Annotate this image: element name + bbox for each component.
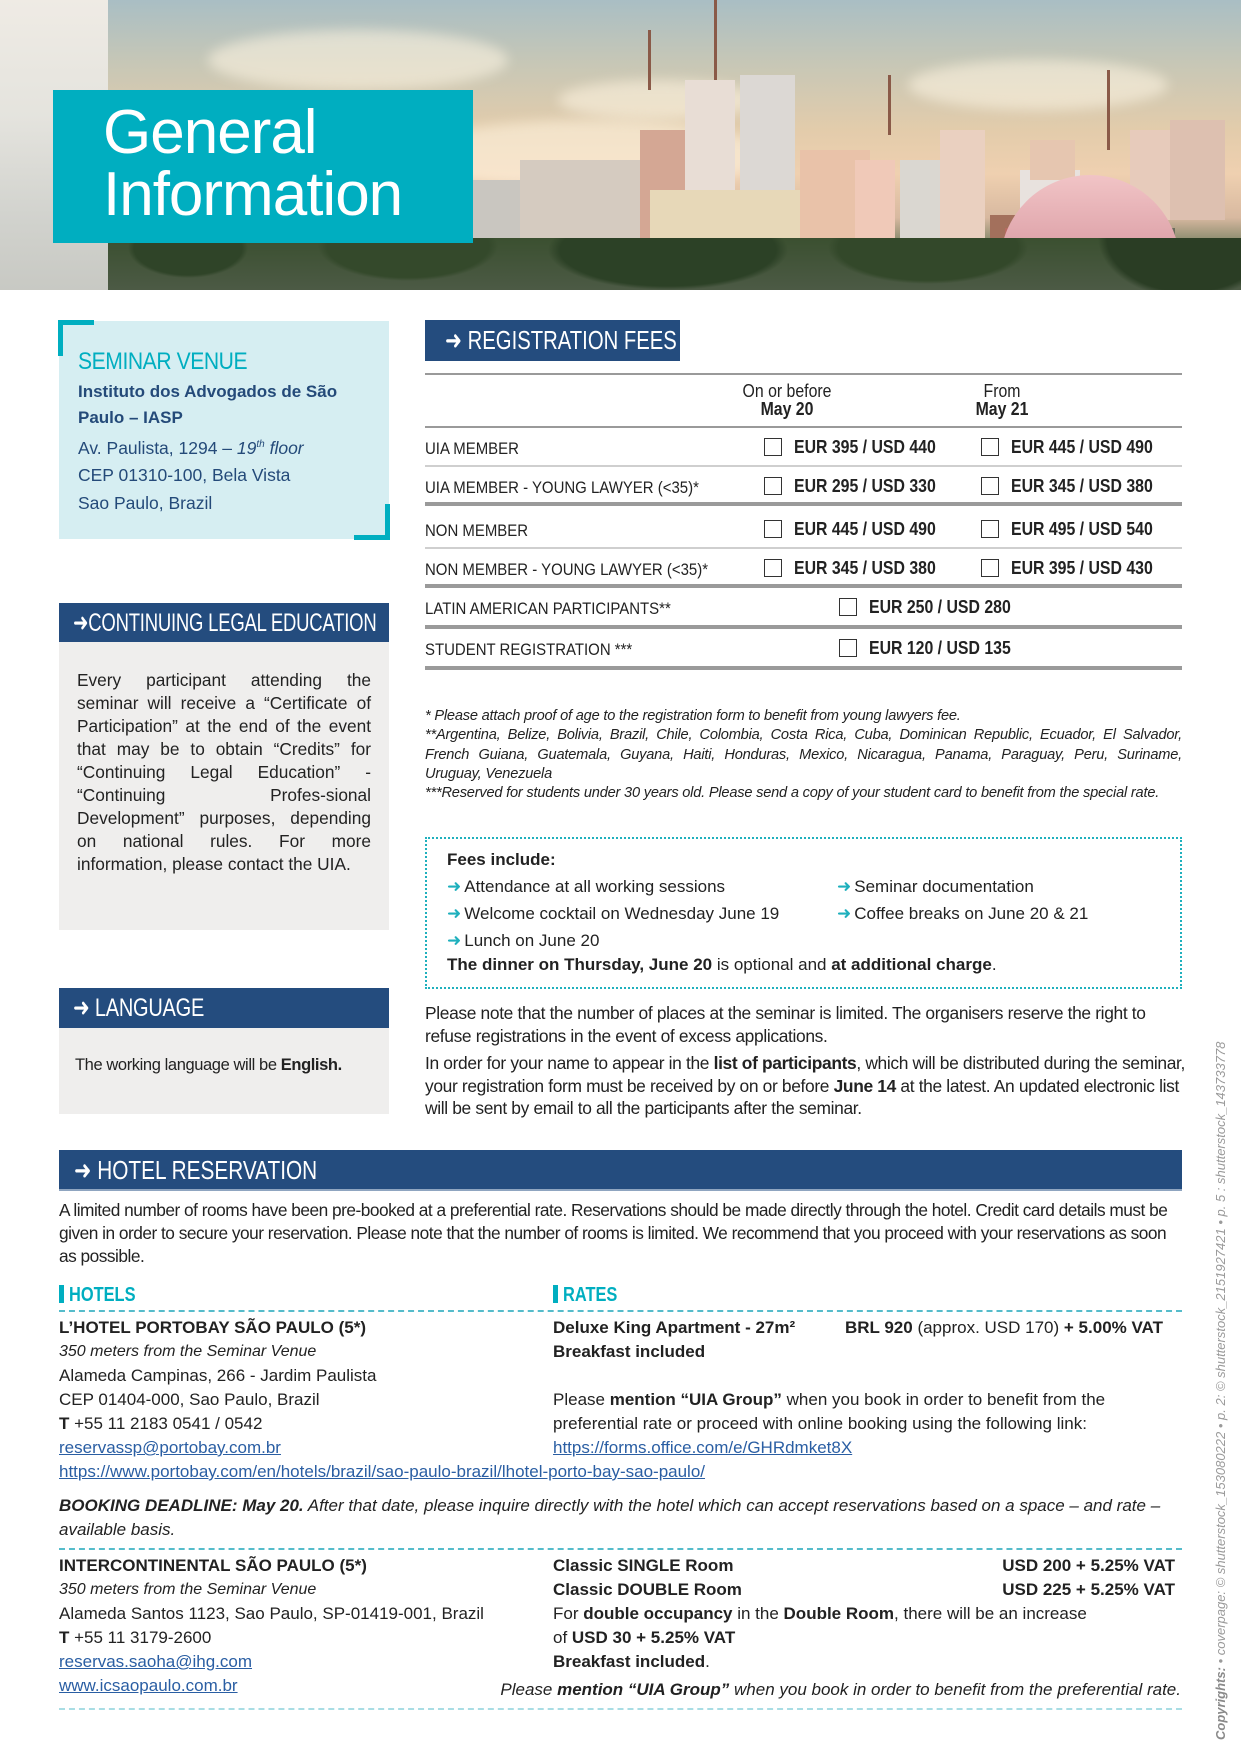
note-bold: double occupancy <box>583 1604 733 1623</box>
fees-include-item <box>447 875 837 899</box>
copyright-notice <box>1213 1042 1228 1740</box>
item-text: Lunch on June 20 <box>464 931 600 950</box>
breakfast-end: . <box>705 1652 710 1671</box>
column-header-early <box>717 382 858 418</box>
hotel-website-link[interactable]: www.icsaopaulo.com.br <box>59 1676 238 1695</box>
note-date: June 14 <box>833 1075 896 1096</box>
mention-text: when you book in order to benefit from the preferential rate. <box>729 1680 1181 1699</box>
column-header-late <box>932 382 1073 418</box>
double-occupancy-note <box>553 1602 1175 1626</box>
hero-banner <box>0 0 1241 290</box>
address-floor-suffix: floor <box>264 437 304 458</box>
divider <box>59 1310 1182 1312</box>
note-text: , which will be distributed during the seminar, your registration form must be received by on or before <box>425 1053 1186 1096</box>
price-vat: + 5.00% VAT <box>1063 1318 1163 1337</box>
fees-include-box <box>425 837 1182 989</box>
footnote: * Please attach proof of age to the registration form to benefit from young lawyers fee. <box>425 708 961 724</box>
address-floor-sup: th <box>256 439 265 450</box>
hotel-2-info <box>59 1554 484 1698</box>
trees <box>108 238 1241 290</box>
hotel-address: Alameda Campinas, 266 - Jardim Paulista <box>59 1366 377 1385</box>
room-price <box>845 1316 1163 1340</box>
column-header-late-date: May 21 <box>975 399 1029 419</box>
bar-icon <box>59 1285 64 1303</box>
table-row <box>425 588 1182 629</box>
row-label: UIA MEMBER <box>425 439 519 458</box>
mention-note <box>553 1388 1175 1436</box>
row-label: NON MEMBER - YOUNG LAWYER (<35)* <box>425 560 709 579</box>
mention-text: when you book in order to benefit from the preferential rate or proceed with online booking using the following link: <box>553 1390 1106 1433</box>
registration-heading: REGISTRATION FEES <box>467 325 677 355</box>
price-early: EUR 395 / USD 440 <box>794 437 936 457</box>
hotel-address: Alameda Santos 1123, Sao Paulo, SP-01419-001, Brazil <box>59 1604 484 1623</box>
rate-row <box>553 1578 1175 1602</box>
language-heading: LANGUAGE <box>94 994 205 1022</box>
breakfast-note: Breakfast included <box>553 1342 706 1361</box>
language-body <box>59 1028 389 1114</box>
price-single: EUR 250 / USD 280 <box>869 597 1011 617</box>
dinner-charge: at additional charge <box>831 955 992 974</box>
table-row <box>425 467 1182 506</box>
language-value: English. <box>280 1056 342 1074</box>
note-text: , there will be an increase <box>894 1604 1087 1623</box>
footnote: **Argentina, Belize, Bolivia, Brazil, Chile, Colombia, Costa Rica, Cuba, Dominican Republic, Ecuador, El Salvador, French Guiana, Guatemala, Guyana, Haiti, Honduras, Mexico, Nicaragua, Panama, Paraguay, Peru, Suriname, Uruguay, Venezuela <box>425 727 1182 782</box>
arrow-right-icon: ➜ <box>447 877 462 896</box>
arrow-right-icon: ➜ <box>447 931 462 950</box>
language-header <box>59 988 389 1028</box>
title-line-2: Information <box>103 160 403 229</box>
registration-fees-header <box>425 320 680 361</box>
note-bold: list of participants <box>713 1053 857 1073</box>
hotel-website-link[interactable]: https://www.portobay.com/en/hotels/brazil/sao-paulo-brazil/lhotel-porto-bay-sao-paulo/ <box>59 1462 706 1481</box>
item-text: Coffee breaks on June 20 & 21 <box>854 904 1089 923</box>
dinner-text: is optional and <box>712 955 832 974</box>
rates-label: RATES <box>563 1284 618 1306</box>
corner-bracket-bottom-right <box>354 504 390 540</box>
fee-footnotes <box>425 707 1182 803</box>
hotel-email-link[interactable]: reservassp@portobay.com.br <box>59 1438 281 1457</box>
price-late: EUR 495 / USD 540 <box>1011 519 1153 539</box>
item-text: Attendance at all working sessions <box>464 877 726 896</box>
language-text: The working language will be <box>75 1056 281 1074</box>
fees-include-heading: Fees include: <box>447 850 556 869</box>
fees-table <box>425 373 1182 670</box>
arrow-right-icon: ➜ <box>73 994 95 1022</box>
address-floor: 19 <box>236 437 257 458</box>
page-title <box>53 90 473 243</box>
note-text: at the latest. An updated electronic list will be sent by email to all the participants after the seminar. <box>425 1075 1179 1118</box>
limited-places-note: Please note that the number of places at the seminar is limited. The organisers reserve the right to refuse registrations in the event of excess applications. <box>425 1003 1146 1046</box>
phone-number: +55 11 2183 0541 / 0542 <box>69 1414 263 1433</box>
row-label: NON MEMBER <box>425 521 529 540</box>
mention-text: Please <box>553 1390 610 1409</box>
note-bold: Double Room <box>783 1604 895 1623</box>
venue-name: Instituto dos Advogados de São Paulo – IASP <box>78 382 338 427</box>
arrow-right-icon: ➜ <box>837 877 852 896</box>
fees-include-item <box>837 875 1167 899</box>
booking-deadline <box>59 1494 1182 1542</box>
checkbox[interactable] <box>764 438 782 456</box>
room-type: Deluxe King Apartment - 27m² <box>553 1318 796 1337</box>
row-label: UIA MEMBER - YOUNG LAWYER (<35)* <box>425 478 699 497</box>
dinner-note <box>447 953 1180 977</box>
mention-bold: mention “UIA Group” <box>557 1680 730 1699</box>
note-text: For <box>553 1604 584 1623</box>
address-street: Av. Paulista, 1294 – <box>78 437 237 458</box>
hotel-2-rates <box>553 1554 1175 1674</box>
row-label: STUDENT REGISTRATION *** <box>425 640 633 659</box>
price-approx: (approx. USD 170) <box>912 1318 1064 1337</box>
rates-subheading <box>553 1284 629 1306</box>
bar-icon <box>553 1285 558 1303</box>
double-occupancy-price <box>553 1626 1175 1650</box>
cle-body: Every participant attending the seminar will receive a “Certificate of Participation” at the end of the event that may be to obtain “Credits” for “Continuing Legal Education” - “Continuing Profes-sional Development” purposes, depending on national rules. For more information, please contact the UIA. <box>59 642 389 930</box>
venue-address-line-3: Sao Paulo, Brazil <box>78 492 213 513</box>
breakfast-text: Breakfast included <box>553 1652 706 1671</box>
venue-address-line-1 <box>78 431 371 462</box>
cle-heading: CONTINUING LEGAL EDUCATION <box>88 609 377 637</box>
checkbox[interactable] <box>764 520 782 538</box>
item-text: Welcome cocktail on Wednesday June 19 <box>464 904 780 923</box>
arrow-right-icon: ➜ <box>445 325 468 355</box>
hotel-1-rates <box>553 1316 1175 1460</box>
rate-row <box>553 1554 1175 1578</box>
cle-header <box>59 603 389 643</box>
price-late: EUR 445 / USD 490 <box>1011 437 1153 457</box>
note-text: of <box>553 1628 572 1647</box>
breakfast-note <box>553 1650 1175 1674</box>
arrow-right-icon: ➜ <box>837 904 852 923</box>
column-header-early-date: May 20 <box>760 399 814 419</box>
room-price: USD 225 + 5.25% VAT <box>1002 1580 1175 1599</box>
fees-include-item <box>837 902 1167 926</box>
price-early: EUR 445 / USD 490 <box>794 519 936 539</box>
column-header-early-line1: On or before <box>742 381 832 401</box>
rate-row <box>553 1316 1175 1340</box>
fees-table-header <box>425 373 1182 428</box>
footnote: ***Reserved for students under 30 years old. Please send a copy of your student card to benefit from the special rate. <box>425 785 1160 802</box>
table-row <box>425 629 1182 670</box>
price-late: EUR 395 / USD 430 <box>1011 558 1153 578</box>
checkbox[interactable] <box>981 438 999 456</box>
note-bold: USD 30 + 5.25% VAT <box>571 1628 736 1647</box>
note-text: in the <box>732 1604 784 1623</box>
hotel-name: INTERCONTINENTAL SÃO PAULO (5*) <box>59 1556 367 1575</box>
hotel-reservation-header <box>59 1150 1182 1191</box>
venue-heading: SEMINAR VENUE <box>78 348 248 375</box>
price-early: EUR 345 / USD 380 <box>794 558 936 578</box>
deadline-bold: BOOKING DEADLINE: May 20. <box>59 1496 304 1515</box>
dinner-date: The dinner on Thursday, June 20 <box>447 955 713 974</box>
hotel-address: CEP 01404-000, Sao Paulo, Brazil <box>59 1390 320 1409</box>
hotel-heading: HOTEL RESERVATION <box>97 1155 318 1185</box>
phone-label: T <box>59 1628 70 1647</box>
checkbox[interactable] <box>981 559 999 577</box>
hotel-name: L’HOTEL PORTOBAY SÃO PAULO (5*) <box>59 1318 366 1337</box>
price-early: EUR 295 / USD 330 <box>794 476 936 496</box>
phone-label: T <box>59 1414 70 1433</box>
item-text: Seminar documentation <box>854 877 1034 896</box>
price-amount: BRL 920 <box>845 1318 913 1337</box>
arrow-right-icon: ➜ <box>73 609 89 637</box>
checkbox[interactable] <box>981 520 999 538</box>
mention-text: Please <box>500 1680 558 1699</box>
hotel-intro: A limited number of rooms have been pre-booked at a preferential rate. Reservations should be made directly through the hotel. Credit card details must be given in order to secure your reservation. Please note that the number of rooms is limited. We recommend that you proceed with your reservations as soon as possible. <box>59 1200 1168 1266</box>
participants-list-note <box>425 1052 1185 1120</box>
online-booking-link[interactable]: https://forms.office.com/e/GHRdmket8X <box>553 1438 853 1457</box>
hotel-phone <box>59 1626 484 1650</box>
checkbox[interactable] <box>839 598 857 616</box>
hotels-subheading <box>59 1284 150 1306</box>
checkbox[interactable] <box>839 639 857 657</box>
room-type: Classic SINGLE Room <box>553 1556 734 1575</box>
room-price: USD 200 + 5.25% VAT <box>1002 1556 1175 1575</box>
checkbox[interactable] <box>764 477 782 495</box>
title-line-1: General <box>103 98 317 167</box>
fees-include-item <box>447 902 837 926</box>
divider <box>59 1708 1182 1710</box>
hotel-distance: 350 meters from the Seminar Venue <box>59 1581 317 1598</box>
dinner-end: . <box>991 955 997 974</box>
price-late: EUR 345 / USD 380 <box>1011 476 1153 496</box>
hotel-2-mention-note <box>500 1680 1181 1700</box>
hotels-label: HOTELS <box>69 1284 136 1306</box>
deadline-text: After that date, please inquire directly with the hotel which can accept reservations based on a space – and rate – available basis. <box>59 1496 1161 1539</box>
fees-include-item <box>447 929 837 953</box>
note-text: In order for your name to appear in the <box>425 1053 714 1073</box>
arrow-right-icon: ➜ <box>74 1155 98 1185</box>
table-row <box>425 428 1182 467</box>
table-row <box>425 510 1182 549</box>
row-label: LATIN AMERICAN PARTICIPANTS** <box>425 599 671 618</box>
copyright-label: Copyrights: <box>1213 1667 1228 1740</box>
arrow-right-icon: ➜ <box>447 904 462 923</box>
phone-number: +55 11 3179-2600 <box>69 1628 212 1647</box>
checkbox[interactable] <box>981 477 999 495</box>
column-header-late-line1: From <box>983 381 1021 401</box>
price-single: EUR 120 / USD 135 <box>869 638 1011 658</box>
divider <box>59 1548 1182 1550</box>
copyright-text: • coverpage: © shutterstock_153080222 • p. 2: © shutterstock_2151927421 • p. 5 : shutterstock_143733778 <box>1213 1041 1228 1668</box>
seminar-venue-box <box>59 321 389 539</box>
venue-address-line-2: CEP 01310-100, Bela Vista <box>78 465 291 486</box>
hotel-distance: 350 meters from the Seminar Venue <box>59 1343 317 1360</box>
hotel-email-link[interactable]: reservas.saoha@ihg.com <box>59 1652 253 1671</box>
checkbox[interactable] <box>764 559 782 577</box>
mention-bold: mention “UIA Group” <box>609 1390 782 1409</box>
room-type: Classic DOUBLE Room <box>553 1580 742 1599</box>
table-row <box>425 549 1182 588</box>
